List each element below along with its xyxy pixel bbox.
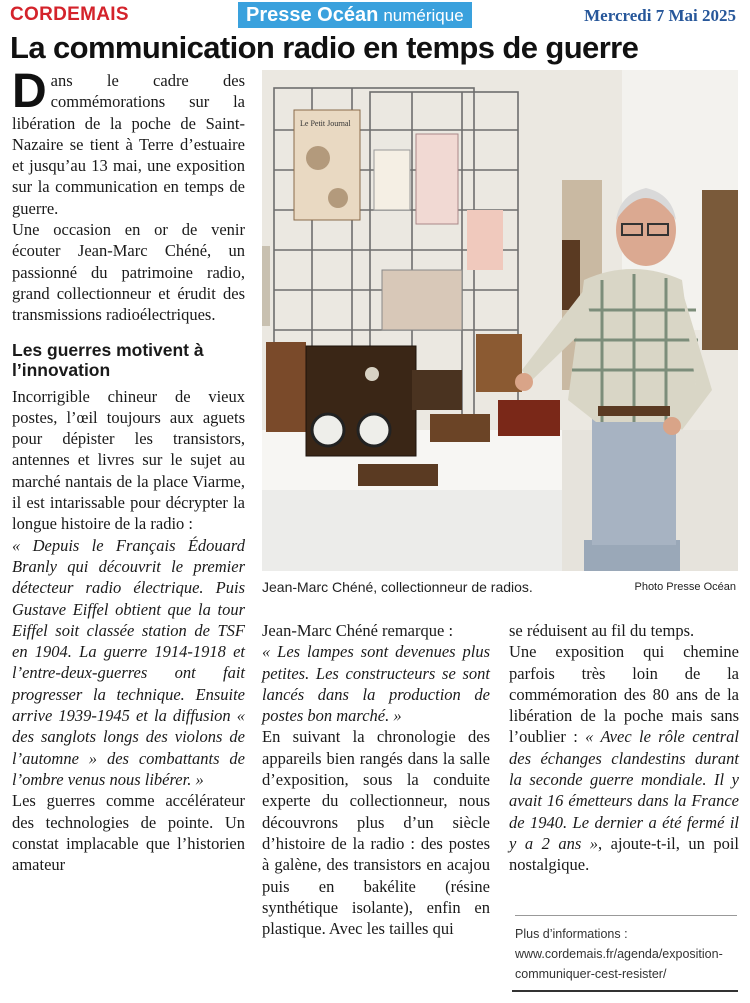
quote-1: « Depuis le Français Édouard Branly qui découvrit le premier détecteur radio électrique. Puis Gustave Eiffel obtient que la tour Eiffel soit classée station de TSF en 1904. La guerre 1914-1918 et l’entre-deux-guerres ont fait progresser la technique. Ensuite arrive 1939-1945 et la diffusion « des sanglots longs des violons de l’automne » des combattants de l’ombre venus nous libérer. » — [12, 535, 245, 789]
photo-caption — [262, 579, 738, 599]
c3-paragraph-2 — [509, 641, 739, 875]
issue-date: Mercredi 7 Mai 2025 — [584, 6, 736, 25]
c3-quote: « Avec le rôle central des échanges clandestins durant la seconde guerre mondiale. Il y avait 16 émetteurs dans la France de 1940. Le dernier a été fermé il y a 2 ans » — [509, 727, 739, 853]
paragraph-3: Incorrigible chineur de vieux postes, l’œil toujours aux aguets pour dépister les transistors, antennes et livres sur le sujet au marché nantais de la place Viarme, il est intarissable pour décrypter la longue histoire de la radio : — [12, 386, 245, 534]
c3-paragraph-1: se réduisent au fil du temps. — [509, 621, 695, 640]
headline: La communication radio en temps de guerre — [10, 30, 639, 65]
more-info-link[interactable]: Plus d’informations : www.cordemais.fr/agenda/exposition-communiquer-cest-resister/ — [515, 927, 723, 981]
paragraph-4: Les guerres comme accélérateur des technologies de pointe. Un constat implacable que l’historien amateur — [12, 791, 245, 875]
subhead: Les guerres motivent à l’innovation — [12, 339, 204, 380]
c2-paragraph-1: Jean-Marc Chéné remarque : — [262, 621, 454, 640]
exhibition-photo — [262, 70, 738, 571]
brand-subtitle: numérique — [383, 6, 464, 25]
section-label: CORDEMAIS — [10, 4, 129, 25]
article-column-1 — [12, 65, 245, 875]
c3-text: Une exposition qui chemine parfois très loin de la commémoration des 80 ans de la libération de la poche mais sans l’oublier : — [509, 642, 739, 747]
paragraph-intro — [12, 65, 245, 219]
radio-cabinet — [266, 342, 306, 432]
c2-paragraph-2: En suivant la chronologie des appareils bien rangés dans la salle d’exposition, sous la conduite experte du collectionneur, nous découvrons plus d’un siècle d’histoire de la radio : des postes à galène, des transistors en acajou puis en bakélite (résine synthétique isolante), enfin en plastique. Avec les tailles qui — [262, 727, 490, 939]
dropcap: D — [12, 65, 47, 118]
more-info-rule — [512, 990, 738, 992]
brand-name: Presse Océan — [246, 4, 379, 26]
brand-logo — [238, 2, 472, 28]
c2-quote: « Les lampes sont devenues plus petites. Les constructeurs se sont lancés dans la production de postes bon marché. » — [262, 642, 490, 726]
article-photo — [262, 70, 738, 571]
intro-text: ans le cadre des commémorations sur la libération de la poche de Saint-Nazaire se tient à Terre d’estuaire et jusqu’au 13 mai, une exposition sur la communication en temps de guerre. — [12, 71, 245, 218]
article-column-3 — [509, 620, 739, 876]
c3-tail: , ajoute-t-il, un poil nostalgique. — [509, 833, 739, 875]
photo-credit: Photo Presse Océan — [634, 581, 736, 593]
article-column-2 — [262, 620, 490, 939]
poster-label: Le Petit Journal — [300, 119, 351, 128]
masthead — [0, 0, 750, 30]
paragraph-2: Une occasion en or de venir écouter Jean-Marc Chéné, un passionné du patrimoine radio, grand collectionneur et érudit des transmissions radioélectriques. — [12, 220, 245, 325]
more-info-box — [515, 915, 737, 984]
caption-text: Jean-Marc Chéné, collectionneur de radios. — [262, 579, 533, 595]
